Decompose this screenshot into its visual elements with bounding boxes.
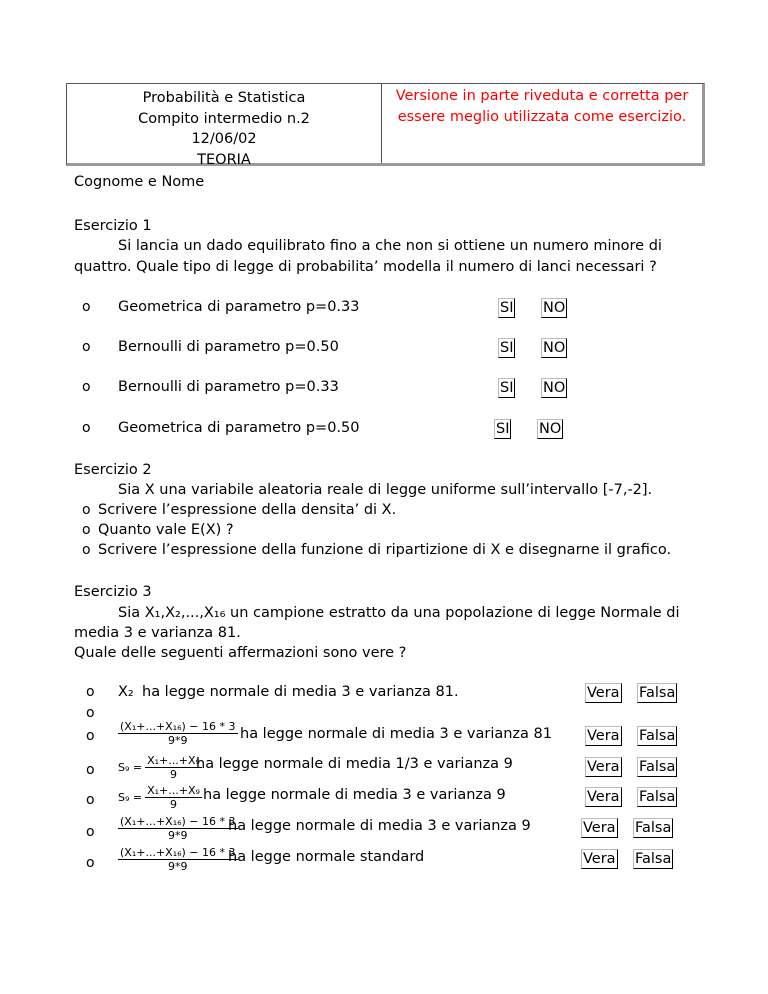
false-checkbox[interactable]: Falsa (639, 685, 676, 701)
ex1-option-text: Geometrica di parametro p=0.50 (118, 420, 360, 436)
ex1-option-text: Bernoulli di parametro p=0.50 (118, 339, 339, 355)
header-version-note (382, 84, 702, 165)
ex1-title: Esercizio 1 (74, 218, 152, 234)
statement-text: ha legge normale standard (228, 849, 425, 865)
formula-denominator: 9 (170, 768, 178, 781)
false-checkbox[interactable]: Falsa (635, 851, 672, 867)
bullet-icon: o (82, 379, 91, 395)
formula-denominator: 9*9 (168, 734, 188, 747)
formula-numerator: (X₁+...+X₁₆) − 16 * 3 (120, 846, 236, 859)
true-checkbox[interactable]: Vera (583, 820, 616, 836)
header-box (66, 83, 705, 166)
no-checkbox[interactable]: NO (543, 300, 566, 316)
formula-numerator: X₁+...+X₉ (147, 754, 200, 767)
statement-text: ha legge normale di media 3 e varianza 81. (142, 684, 459, 700)
statement-formula (118, 754, 202, 781)
true-checkbox[interactable]: Vera (587, 759, 620, 775)
course-name: Probabilità e Statistica (142, 90, 306, 106)
ex3-question: Quale delle seguenti affermazioni sono vere ? (74, 645, 407, 661)
bullet-icon: o (86, 792, 95, 808)
bullet-icon: o (86, 824, 95, 840)
formula-denominator: 9*9 (168, 829, 188, 842)
statement-text: ha legge normale di media 1/3 e varianza 9 (196, 756, 513, 772)
bullet-icon: o (86, 728, 95, 744)
no-checkbox[interactable]: NO (543, 380, 566, 396)
bullet-icon: o (82, 339, 91, 355)
ex1-text-line-1: Si lancia un dado equilibrato fino a che non si ottiene un numero minore di (118, 238, 662, 254)
bullet-icon: o (82, 299, 91, 315)
ex3-title: Esercizio 3 (74, 584, 152, 600)
true-checkbox[interactable]: Vera (587, 685, 620, 701)
ex1-text-line-2: quattro. Quale tipo di legge di probabilita’ modella il numero di lanci necessari ? (74, 259, 657, 275)
false-checkbox[interactable]: Falsa (639, 789, 676, 805)
ex2-item-text: Scrivere l’espressione della funzione di ripartizione di X e disegnarne il grafico. (98, 542, 672, 558)
bullet-icon: o (82, 502, 91, 518)
yes-checkbox[interactable]: SI (496, 421, 510, 437)
true-checkbox[interactable]: Vera (583, 851, 616, 867)
bullet-icon: o (82, 522, 91, 538)
formula-prefix: S₉ = (118, 791, 143, 804)
formula-numerator: (X₁+...+X₁₆) − 16 * 3 (120, 720, 236, 733)
formula-numerator: (X₁+...+X₁₆) − 16 * 3 (120, 815, 236, 828)
statement-formula (118, 846, 238, 873)
bullet-icon: o (82, 542, 91, 558)
statement-text: ha legge normale di media 3 e varianza 9 (203, 787, 506, 803)
yes-checkbox[interactable]: SI (500, 340, 514, 356)
ex1-option-text: Bernoulli di parametro p=0.33 (118, 379, 339, 395)
bullet-icon: o (82, 420, 91, 436)
version-note-line-2: essere meglio utilizzata come esercizio. (397, 109, 687, 125)
bullet-icon: o (86, 855, 95, 871)
statement-formula (118, 784, 202, 811)
formula-denominator: 9 (170, 798, 178, 811)
ex3-intro-line-2: media 3 e varianza 81. (74, 625, 241, 641)
false-checkbox[interactable]: Falsa (639, 728, 676, 744)
false-checkbox[interactable]: Falsa (635, 820, 672, 836)
false-checkbox[interactable]: Falsa (639, 759, 676, 775)
formula-denominator: 9*9 (168, 860, 188, 873)
true-checkbox[interactable]: Vera (587, 728, 620, 744)
student-name-label: Cognome e Nome (74, 174, 205, 190)
version-note-line-1: Versione in parte riveduta e corretta per (395, 88, 689, 104)
bullet-icon: o (86, 684, 95, 700)
statement-formula (118, 815, 238, 842)
statement-prefix: X₂ (118, 684, 134, 700)
statement-formula (118, 720, 238, 747)
ex1-option-text: Geometrica di parametro p=0.33 (118, 299, 360, 315)
ex3-intro-line-1: Sia X₁,X₂,...,X₁₆ un campione estratto da una popolazione di legge Normale di (118, 605, 680, 621)
ex2-intro: Sia X una variabile aleatoria reale di legge uniforme sull’intervallo [-7,-2]. (118, 482, 653, 498)
statement-text: ha legge normale di media 3 e varianza 9 (228, 818, 531, 834)
header-course-info (67, 84, 382, 168)
exam-name: Compito intermedio n.2 (138, 110, 310, 127)
ex2-title: Esercizio 2 (74, 462, 152, 478)
exam-date: 12/06/02 (191, 131, 257, 147)
statement-text: ha legge normale di media 3 e varianza 81 (240, 726, 552, 742)
yes-checkbox[interactable]: SI (500, 380, 514, 396)
bullet-icon: o (86, 762, 95, 778)
exam-part: TEORIA (197, 151, 251, 168)
no-checkbox[interactable]: NO (543, 340, 566, 356)
ex2-item-text: Quanto vale E(X) ? (98, 522, 234, 538)
bullet-icon: o (86, 705, 95, 721)
ex2-item-text: Scrivere l’espressione della densita’ di X. (98, 502, 397, 518)
yes-checkbox[interactable]: SI (500, 300, 514, 316)
formula-numerator: X₁+...+X₉ (147, 784, 200, 797)
no-checkbox[interactable]: NO (539, 421, 562, 437)
formula-prefix: S₉ = (118, 761, 143, 774)
true-checkbox[interactable]: Vera (587, 789, 620, 805)
